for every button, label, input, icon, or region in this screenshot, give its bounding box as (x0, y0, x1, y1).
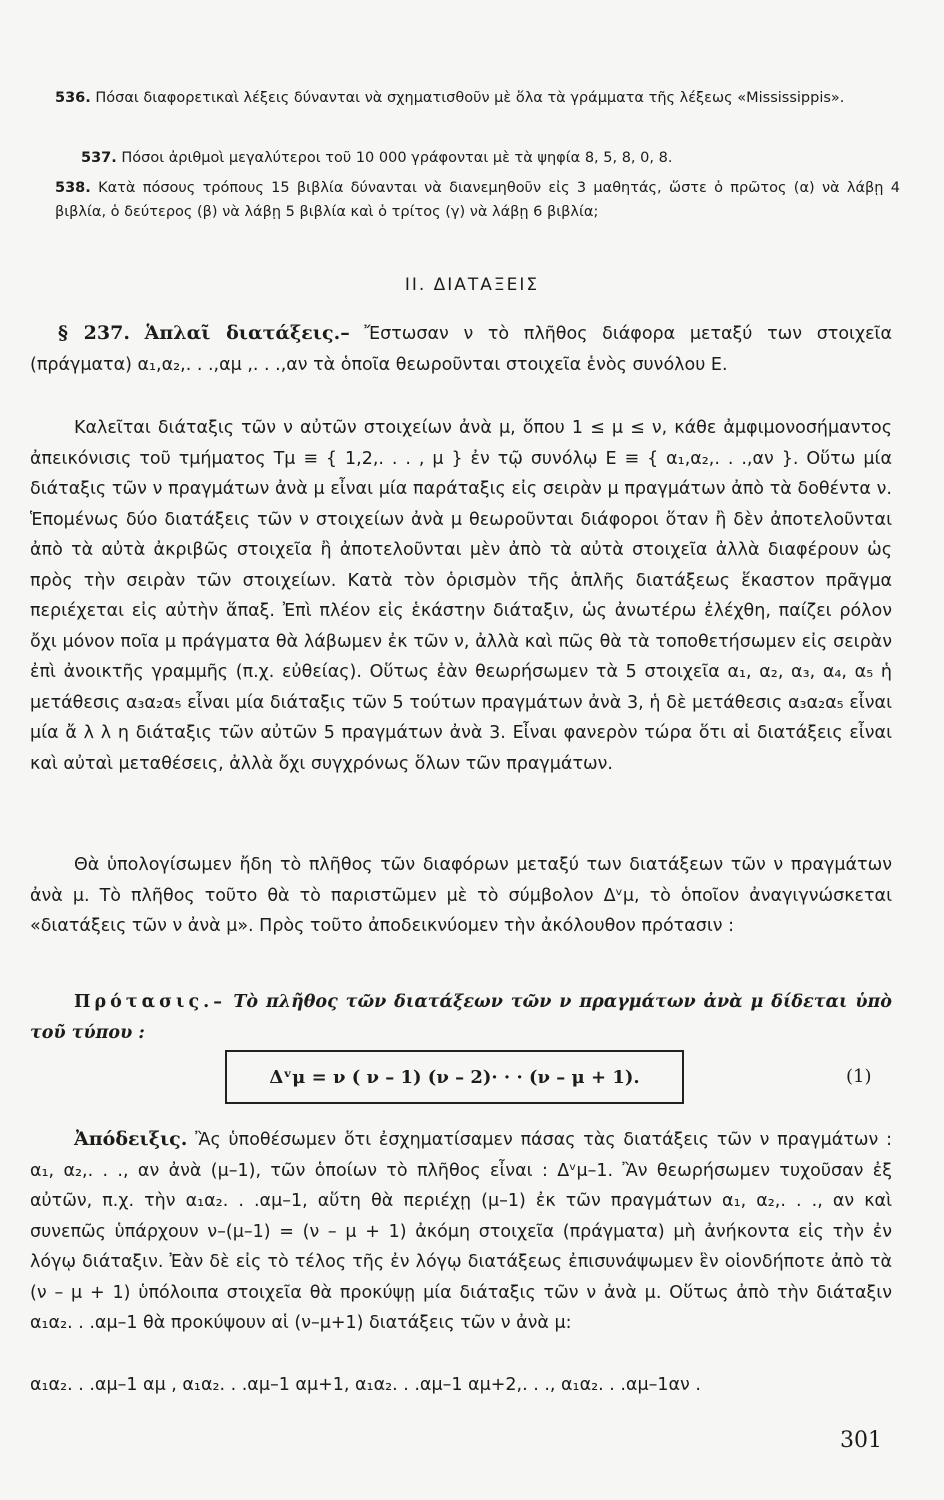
exercise-number: 536. (55, 90, 91, 106)
proposition-text: Τὸ πλῆθος τῶν διατάξεων τῶν ν πραγμάτων ἀνὰ μ δίδεται ὑπὸ τοῦ τύπου : (30, 992, 892, 1043)
section-number: § 237. (58, 322, 130, 344)
formula-box (225, 1050, 684, 1104)
proposition (30, 987, 892, 1048)
paragraph-count: Θὰ ὑπολογίσωμεν ἤδη τὸ πλῆθος τῶν διαφόρων μεταξύ των διατάξεων τῶν ν πραγμάτων ἀνὰ μ. Τὸ πλῆθος τοῦτο θὰ τὸ παριστῶμεν μὲ τὸ σύμβολον Δᵛμ, τὸ ὁποῖον ἀναγιγνώσκεται «διατάξεις τῶν ν ἀνὰ μ». Πρὸς τοῦτο ἀποδεικνύομεν τὴν ἀκόλουθον πρότασιν : (30, 855, 892, 936)
proof (30, 1124, 892, 1339)
paragraph-definition: Καλεῖται διάταξις τῶν ν αὐτῶν στοιχείων ἀνὰ μ, ὅπου 1 ≤ μ ≤ ν, κάθε ἀμφιμονοσήμαντος ἀπεικόνισις τοῦ τμήματος Tμ ≡ { 1,2,. . . , μ } ἐν τῷ συνόλῳ E ≡ { α₁,α₂,. . .,αν }. Οὕτω μία διάταξις τῶν ν πραγμάτων ἀνὰ μ εἶναι μία παράταξις εἰς σειρὰν μ πραγμάτων ἀπὸ τὰ δοθέντα ν. Ἑπομένως δύο διατάξεις τῶν ν στοιχείων ἀνὰ μ θεωροῦνται διάφοροι ὅταν ἢ δὲν ἀποτελοῦνται ἀπὸ τὰ αὐτὰ ἀκριβῶς στοιχεῖα ἢ ἀποτελοῦνται μὲν ἀπὸ τὰ αὐτὰ στοιχεῖα ἀλλὰ διαφέρουν ὡς πρὸς τὴν σειρὰν τῶν στοιχείων. Κατὰ τὸν ὁρισμὸν τῆς ἁπλῆς διατάξεως ἕκαστον πρᾶγμα περιέχεται εἰς αὐτὴν ἅπαξ. Ἐπὶ πλέον εἰς ἑκάστην διάταξιν, ὡς ἀνωτέρω ἐλέχθη, παίζει ρόλον ὄχι μόνον ποῖα μ πράγματα θὰ λάβωμεν ἐκ τῶν ν, ἀλλὰ καὶ πῶς θὰ τὰ τοποθετήσωμεν εἰς σειρὰν ἐπὶ ἀνοικτῆς γραμμῆς (π.χ. εὐθείας). Οὕτως ἐὰν θεωρήσωμεν τὰ 5 στοιχεῖα α₁, α₂, α₃, α₄, α₅ ἡ μετάθεσις α₃α₂α₅ εἶναι μία διάταξις τῶν 5 τούτων πραγμάτων ἀνὰ 3, ἡ δὲ μετάθεσις α₃α₂α₅ εἶναι μία ἄ λ λ η διάταξις τῶν αὐτῶν 5 πραγμάτων ἀνὰ 3. Εἶναι φανερὸν τώρα ὅτι αἱ διατάξεις εἶναι καὶ αὐταὶ μεταθέσεις, ἀλλὰ ὄχι συγχρόνως ὅλων τῶν πραγμάτων. (30, 418, 892, 774)
page-number: 301 (840, 1428, 882, 1453)
section-title: Ἁπλαῖ διατάξεις.– (144, 322, 350, 344)
exercise-text: Πόσοι ἀριθμοὶ μεγαλύτεροι τοῦ 10 000 γράφονται μὲ τὰ ψηφία 8, 5, 8, 0, 8. (121, 150, 673, 166)
exercise-538 (55, 176, 900, 224)
exercise-number: 538. (55, 180, 91, 196)
proposition-label: Πρότασις.– (74, 992, 226, 1012)
section-heading: II. ΔΙΑΤΑΞΕΙΣ (404, 275, 540, 295)
section-intro-text: Ἔστωσαν ν τὸ πλῆθος διάφορα μεταξύ των στοιχεῖα (πράγματα) α₁,α₂,. . .,αμ ,. . .,αν τὰ ὁποῖα θεωροῦνται στοιχεῖα ἑνὸς συνόλου E. (30, 324, 892, 375)
formula-number: (1) (846, 1066, 872, 1087)
section-intro (30, 318, 892, 380)
formula: Δᵛμ = ν ( ν – 1) (ν – 2)· · · (ν – μ + 1). (269, 1066, 640, 1088)
exercise-536 (55, 86, 900, 110)
proof-text: Ἂς ὑποθέσωμεν ὅτι ἐσχηματίσαμεν πάσας τὰς διατάξεις τῶν ν πραγμάτων : α₁, α₂,. . ., αν ἀνὰ (μ–1), τῶν ὁποίων τὸ πλῆθος εἶναι : Δᵛμ–1. Ἂν θεωρήσωμεν τυχοῦσαν ἐξ αὐτῶν, π.χ. τὴν α₁α₂. . .αμ–1, αὕτη θὰ περιέχῃ (μ–1) ἐκ τῶν πραγμάτων α₁, α₂,. . ., αν καὶ συνεπῶς ὑπάρχουν ν–(μ–1) = (ν – μ + 1) ἀκόμη στοιχεῖα (πράγματα) μὴ ἀνήκοντα εἰς τὴν ἐν λόγῳ διάταξιν. Ἐὰν δὲ εἰς τὸ τέλος τῆς ἐν λόγῳ διατάξεως ἐπισυνάψωμεν ἓν οἱονδήποτε ἀπὸ τὰ (ν – μ + 1) ὑπόλοιπα στοιχεῖα θὰ προκύψῃ μία διάταξις τῶν ν ἀνὰ μ. Οὕτως ἀπὸ τὴν διάταξιν α₁α₂. . .αμ–1 θὰ προκύψουν αἱ (ν–μ+1) διατάξεις τῶν ν ἀνὰ μ: (30, 1130, 892, 1333)
exercise-number: 537. (81, 150, 117, 166)
proof-label: Ἀπόδειξις. (74, 1128, 188, 1150)
exercise-text: Πόσαι διαφορετικαὶ λέξεις δύνανται νὰ σχηματισθοῦν μὲ ὅλα τὰ γράμματα τῆς λέξεως «Mississippis». (95, 90, 845, 106)
exercise-text: Κατὰ πόσους τρόπους 15 βιβλία δύνανται νὰ διανεμηθοῦν εἰς 3 μαθητάς, ὥστε ὁ πρῶτος (α) νὰ λάβῃ 4 βιβλία, ὁ δεύτερος (β) νὰ λάβῃ 5 βιβλία καὶ ὁ τρίτος (γ) νὰ λάβῃ 6 βιβλία; (55, 180, 900, 220)
proof-list: α₁α₂. . .αμ–1 αμ , α₁α₂. . .αμ–1 αμ+1, α₁α₂. . .αμ–1 αμ+2,. . ., α₁α₂. . .αμ–1αν . (30, 1375, 701, 1395)
exercise-537 (55, 146, 926, 170)
